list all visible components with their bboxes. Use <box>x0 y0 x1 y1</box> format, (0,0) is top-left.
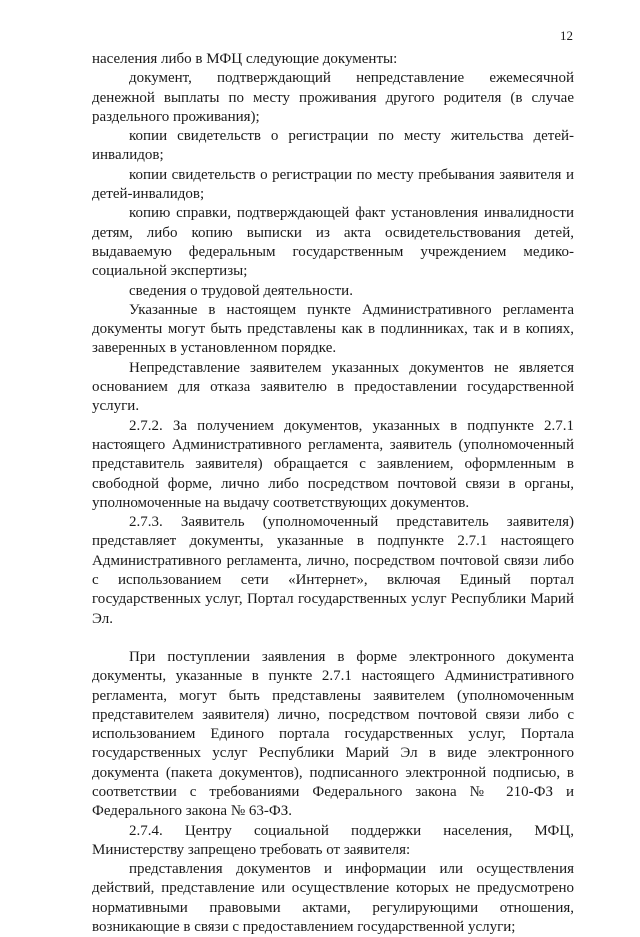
paragraph-item-employment-info: сведения о трудовой деятельности. <box>129 282 353 299</box>
paragraph-nonsubmission: Непредставление заявителем указанных документов не является основанием для отказа заявителю в предоставлении государственной услуги. <box>92 359 574 415</box>
paragraph-item-disability-certificate: копию справки, подтверждающей факт установления инвалидности детям, либо копию выписки из акта освидетельствования детей, выдаваемую федеральным государственным учреждением медико-социальной экспертизы; <box>92 205 574 280</box>
page-number: 12 <box>560 28 573 43</box>
paragraph-item-stay-registration: копии свидетельств о регистрации по месту пребывания заявителя и детей-инвалидов; <box>92 166 574 203</box>
paragraph-item-residence-registration: копии свидетельств о регистрации по месту жительства детей-инвалидов; <box>92 128 574 164</box>
document-body <box>92 50 574 937</box>
paragraph-intro: населения либо в МФЦ следующие документы: <box>92 51 398 67</box>
paragraph-2-7-4: 2.7.4. Центру социальной поддержки населения, МФЦ, Министерству запрещено требовать от заявителя: <box>92 822 574 858</box>
paragraph-item-payment-doc: документ, подтверждающий непредставление ежемесячной денежной выплаты по месту проживания другого родителя (в случае раздельного проживания); <box>92 70 574 125</box>
paragraph-2-7-3: 2.7.3. Заявитель (уполномоченный представитель заявителя) представляет документы, указанные в подпункте 2.7.1 настоящего Административного регламента, лично, посредством почтовой связи либо с использованием сети «Интернет», включая Единый портал государственных услуг, Портал государственных услуг Республики Марий Эл. <box>92 514 574 627</box>
paragraph-2-7-2: 2.7.2. За получением документов, указанных в подпункте 2.7.1 настоящего Административного регламента, заявитель (уполномоченный представитель заявителя) обращается с заявлением, оформленным в свободной форме, лично либо посредством почтовой связи в органы, уполномоченные на выдачу соответствующих документов. <box>92 417 574 511</box>
paragraph-prohibited-requirements: представления документов и информации или осуществления действий, представление или осуществление которых не предусмотрено нормативными правовыми актами, регулирующими отношения, возникающие в связи с предоставлением государственной услуги; <box>92 861 574 936</box>
paragraph-electronic-submission: При поступлении заявления в форме электронного документа документы, указанные в пункте 2.7.1 настоящего Административного регламента, могут быть представлены заявителем (уполномоченным представителем заявителя) лично, посредством почтовой связи либо с использованием Единого портала государственных услуг, Портала государственных услуг Республики Марий Эл в виде электронного документа (пакета документов), подписанного электронной подписью, в соответствии с требованиями Федерального закона № 210-ФЗ и Федерального закона № 63-ФЗ. <box>92 648 574 820</box>
paragraph-documents-copies: Указанные в настоящем пункте Административного регламента документы могут быть представлены как в подлинниках, так и в копиях, заверенных в установленном порядке. <box>92 301 574 357</box>
